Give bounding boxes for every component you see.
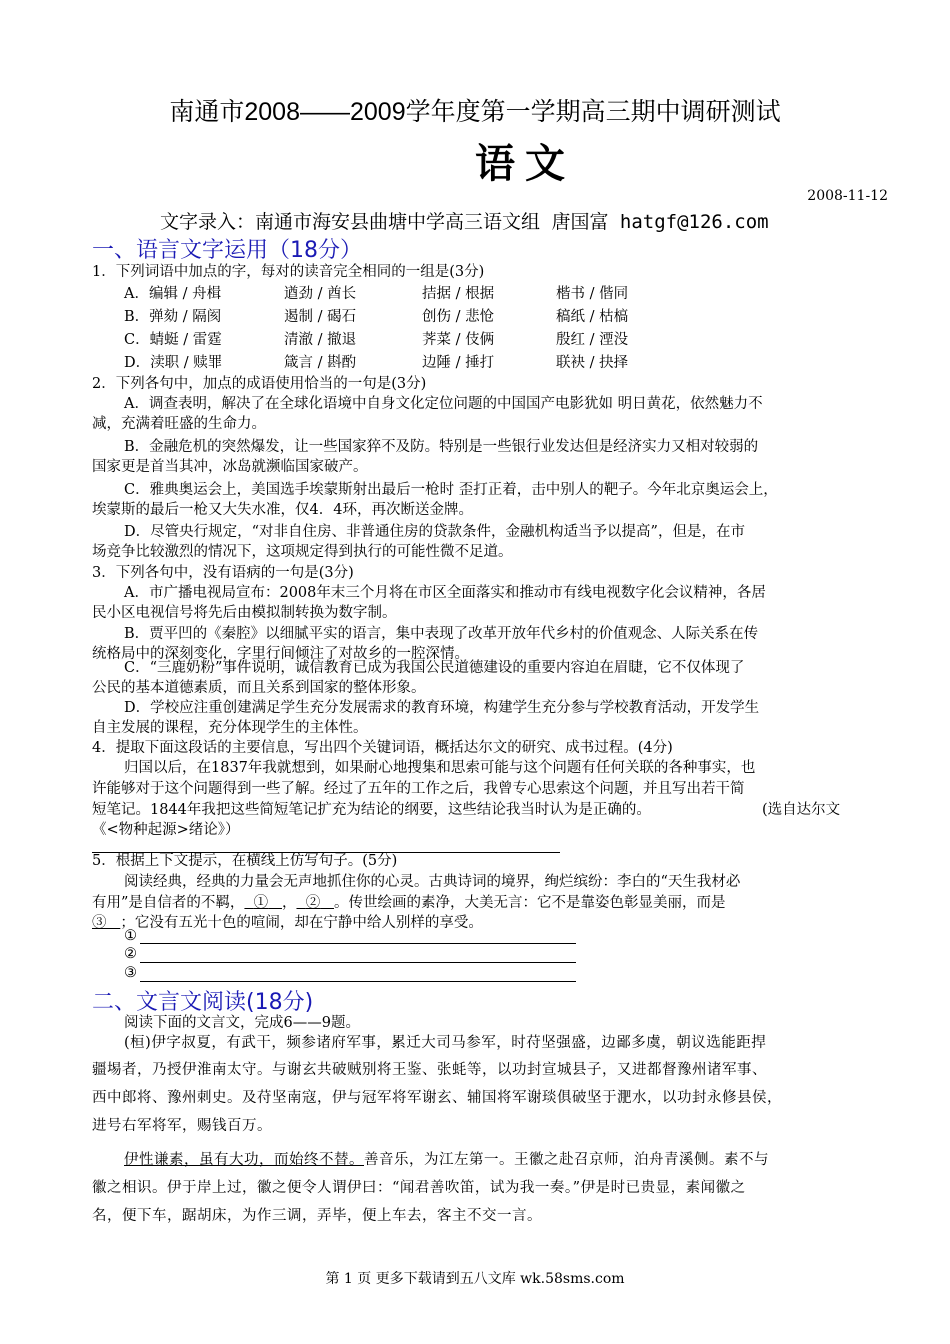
q5-answer-3[interactable]: ③ xyxy=(124,965,137,981)
q2-option-c-line1: C．雅典奥运会上，美国选手埃蒙斯射出最后一枪时 歪打正着，击中别人的靶子。今年北京奥运会上， xyxy=(124,482,778,498)
section-heading-language: 一、语言文字运用（18分） xyxy=(92,238,362,263)
q5-answer-1[interactable]: ① xyxy=(124,928,137,944)
q3-option-a-line1: A．市广播电视局宣布：2008年末三个月将在市区全面落实和推动市有线电视数字化会议精神，各居 xyxy=(124,585,766,601)
q4-passage-line2: 许能够对于这个问题得到一些了解。经过了五年的工作之后，我曾专心思索这个问题，并且写出若干简 xyxy=(92,781,745,797)
q5-blank-1[interactable]: ① xyxy=(253,895,269,911)
q3-option-a-line2: 民小区电视信号将先后由模拟制转换为数字制。 xyxy=(92,605,397,621)
passage-line-7: 名，便下车，踞胡床，为作三调，弄毕，便上车去，客主不交一言。 xyxy=(92,1208,542,1224)
q4-passage-line1: 归国以后，在1837年我就想到，如果耐心地搜集和思索可能与这个问题有任何关联的各种事实，也 xyxy=(124,760,756,776)
page-footer: 第 1 页 更多下载请到五八文库 wk.58sms.com xyxy=(325,1271,625,1287)
q1-option-d: D．渎职 / 赎罪 箴言 / 斟酌 边陲 / 捶打 联袂 / 抉择 xyxy=(124,355,629,371)
passage-line-6: 徽之相识。伊于岸上过，徽之便令人谓伊曰：“闻君善吹笛，试为我一奏。”伊是时已贵显，素闻徽之 xyxy=(92,1180,746,1196)
q2-option-d-line2: 场竞争比较激烈的情况下，这项规定得到执行的可能性微不足道。 xyxy=(92,544,513,560)
q5-answer-line-2[interactable] xyxy=(140,962,576,963)
q2-option-a-line2: 减，充满着旺盛的生命力。 xyxy=(92,416,266,432)
q3-option-b-line1: B．贾平凹的《秦腔》以细腻平实的语言，集中表现了改革开放年代乡村的价值观念、人际关系在传 xyxy=(124,626,759,642)
q4-source-part2: 《<物种起源>绪论》） xyxy=(92,822,240,838)
q4-source-part1: (选自达尔文 xyxy=(762,802,841,818)
exam-title: 南通市2008——2009学年度第一学期高三期中调研测试 xyxy=(169,98,781,126)
passage-line-1: (桓)伊字叔夏，有武干，频参诸府军事，累迁大司马参军，时苻坚强盛，边鄙多虞，朝议选能距捍 xyxy=(124,1035,767,1051)
q1-stem: 1．下列词语中加点的字，每对的读音完全相同的一组是(3分) xyxy=(92,264,485,280)
q3-option-c-line2: 公民的基本道德素质，而且关系到国家的整体形象。 xyxy=(92,680,426,696)
q3-option-d-line2: 自主发展的课程，充分体现学生的主体性。 xyxy=(92,720,368,736)
q3-stem: 3．下列各句中，没有语病的一句是(3分) xyxy=(92,565,354,581)
typist-credit: 文字录入：南通市海安县曲塘中学高三语文组 唐国富 hatgf@126.com xyxy=(160,211,769,233)
q5-passage-line2: 有用”是自信者的不羁， ① ， ② 。传世绘画的素净，大美无言：它不是靠姿色彰显美丽，而是 xyxy=(92,895,726,911)
q3-option-c-line1: C．“三鹿奶粉”事件说明，诚信教育已成为我国公民道德建设的重要内容迫在眉睫，它不仅体现了 xyxy=(124,660,745,676)
q5-passage-line1: 阅读经典，经典的力量会无声地抓住你的心灵。古典诗词的境界，绚烂缤纷：李白的“天生我材必 xyxy=(124,874,741,890)
q2-option-b-line2: 国家更是首当其冲，冰岛就濒临国家破产。 xyxy=(92,459,368,475)
passage-line-4: 进号右军将军，赐钱百万。 xyxy=(92,1118,272,1134)
q3-option-d-line1: D．学校应注重创建满足学生充分发展需求的教育环境，构建学生充分参与学校教育活动，开发学生 xyxy=(124,700,760,716)
q4-stem: 4．提取下面这段话的主要信息，写出四个关键词语，概括达尔文的研究、成书过程。(4分) xyxy=(92,740,673,756)
q2-option-c-line2: 埃蒙斯的最后一枪又大失水准，仅4．4环，再次断送金牌。 xyxy=(92,502,473,518)
q5-blank-3[interactable]: ③ xyxy=(92,915,107,931)
q1-option-a: A．编辑 / 舟楫 遒劲 / 酋长 拮据 / 根据 楷书 / 偕同 xyxy=(124,286,629,302)
q2-stem: 2．下列各句中，加点的成语使用恰当的一句是(3分) xyxy=(92,376,427,392)
q5-answer-line-1[interactable] xyxy=(140,943,576,944)
q2-option-b-line1: B．金融危机的突然爆发，让一些国家猝不及防。特别是一些银行业发达但是经济实力又相对较弱的 xyxy=(124,439,759,455)
q5-answer-2[interactable]: ② xyxy=(124,946,137,962)
q4-passage-line3: 短笔记。1844年我把这些简短笔记扩充为结论的纲要，这些结论我当时认为是正确的。 xyxy=(92,802,651,818)
exam-date: 2008-11-12 xyxy=(807,188,888,204)
passage-line-3: 西中郎将、豫州刺史。及苻坚南寇，伊与冠军将军谢玄、辅国将军谢琰俱破坚于淝水，以功封永修县侯， xyxy=(92,1090,782,1106)
q5-blank-2[interactable]: ② xyxy=(305,895,321,911)
q5-passage-line3: ③ ；它没有五光十色的喧闹，却在宁静中给人别样的享受。 xyxy=(92,915,483,931)
underlined-sentence: 伊性谦素，虽有大功，而始终不替。 xyxy=(124,1152,364,1168)
q3-option-b-line2: 统格局中的深刻变化，字里行间倾注了对故乡的一腔深情。 xyxy=(92,646,469,662)
q5-answer-line-3[interactable] xyxy=(140,981,576,982)
q5-stem: 5．根据上下文提示，在横线上仿写句子。(5分) xyxy=(92,853,398,869)
q2-option-d-line1: D．尽管央行规定，“对非自住房、非普通住房的贷款条件，金融机构适当予以提高”，但是，在市 xyxy=(124,524,745,540)
passage-line-2: 疆埸者，乃授伊淮南太守。与谢玄共破贼别将王鉴、张蚝等，以功封宣城县子，又进都督豫州诸军事、 xyxy=(92,1062,767,1078)
section-heading-classical: 二、文言文阅读(18分) xyxy=(92,990,314,1015)
q6-intro: 阅读下面的文言文，完成6——9题。 xyxy=(124,1015,360,1031)
q1-option-b: B．弹劾 / 隔阂 遏制 / 碣石 创伤 / 悲怆 稿纸 / 枯槁 xyxy=(124,309,629,325)
q1-option-c: C．蜻蜓 / 雷霆 清澈 / 撤退 荠菜 / 伎俩 殷红 / 湮没 xyxy=(124,332,629,348)
q2-option-a-line1: A．调查表明，解决了在全球化语境中自身文化定位问题的中国国产电影犹如 明日黄花，依然魅力不 xyxy=(124,396,763,412)
passage-line-5: 伊性谦素，虽有大功，而始终不替。善音乐，为江左第一。王徽之赴召京师，泊舟青溪侧。素不与 xyxy=(124,1152,769,1168)
subject-title: 语文 xyxy=(475,140,575,187)
